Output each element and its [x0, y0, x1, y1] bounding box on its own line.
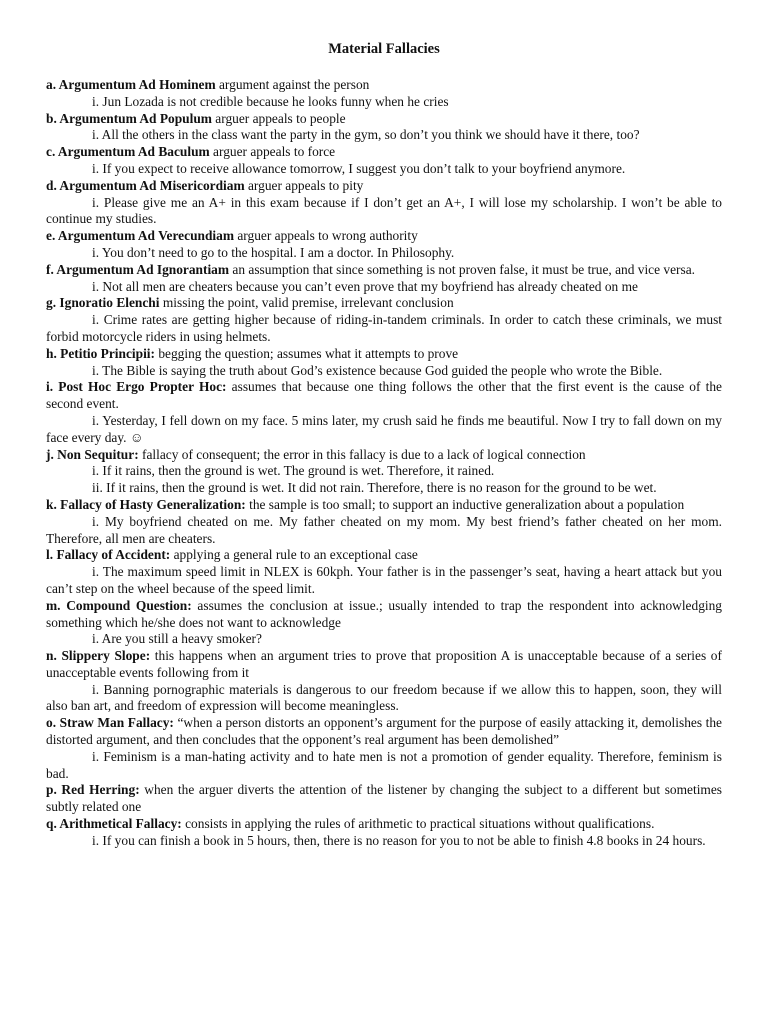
fallacy-definition: “when a person distorts an opponent’s argument for the purpose of easily attacking it, demolishes the distorted argument, and then concludes that the opponent’s real argument has been demolished” — [46, 715, 722, 748]
fallacy-entry — [46, 547, 722, 597]
fallacy-heading — [46, 346, 722, 363]
fallacy-entry — [46, 262, 722, 296]
fallacy-term — [46, 816, 182, 831]
fallacy-heading — [46, 77, 722, 94]
fallacy-term — [46, 648, 150, 663]
fallacy-definition: arguer appeals to people — [215, 110, 346, 126]
fallacy-letter: q. — [46, 816, 57, 832]
fallacy-definition: begging the question; assumes what it attempts to prove — [158, 345, 459, 361]
fallacy-entry — [46, 379, 722, 446]
fallacy-heading — [46, 715, 722, 749]
fallacy-name: Argumentum Ad Populum — [59, 110, 212, 126]
fallacy-term — [46, 782, 140, 797]
fallacy-term — [46, 598, 192, 613]
fallacy-definition: arguer appeals to force — [213, 144, 336, 160]
fallacy-entry — [46, 497, 722, 547]
fallacy-entry — [46, 346, 722, 380]
fallacy-example: i. Banning pornographic materials is dangerous to our freedom because if we allow this to happen, soon, they will also ban art, and freedom of expression will become meaningless. — [46, 681, 722, 714]
fallacy-letter: p. — [46, 782, 57, 798]
fallacy-letter: j. — [46, 446, 54, 462]
fallacy-letter: h. — [46, 345, 57, 361]
fallacy-letter: c. — [46, 144, 56, 160]
fallacy-definition: the sample is too small; to support an inductive generalization about a population — [249, 496, 685, 512]
fallacy-heading — [46, 295, 722, 312]
fallacy-letter: o. — [46, 715, 57, 731]
fallacy-heading — [46, 547, 722, 564]
fallacy-entry — [46, 447, 722, 497]
fallacy-example: ii. If it rains, then the ground is wet. It did not rain. Therefore, there is no reason for the ground to be wet. — [92, 480, 657, 496]
fallacy-entry — [46, 598, 722, 648]
fallacy-term — [46, 346, 155, 361]
fallacy-example: i. All the others in the class want the party in the gym, so don’t you think we should have it there, too? — [92, 127, 640, 143]
fallacy-entry — [46, 111, 722, 145]
fallacy-heading — [46, 816, 722, 833]
fallacy-letter: f. — [46, 261, 54, 277]
fallacy-example: i. Not all men are cheaters because you can’t even prove that my boyfriend has already cheated on me — [92, 278, 638, 294]
fallacy-letter: e. — [46, 228, 56, 244]
fallacy-term — [46, 497, 246, 512]
fallacy-entry — [46, 648, 722, 715]
fallacy-heading — [46, 262, 722, 279]
fallacy-name: Straw Man Fallacy: — [59, 715, 174, 731]
fallacy-letter: g. — [46, 295, 57, 311]
fallacy-name: Argumentum Ad Misericordiam — [59, 177, 245, 193]
fallacy-definition: arguer appeals to wrong authority — [237, 228, 418, 244]
fallacy-letter: l. — [46, 547, 54, 563]
fallacy-letter: a. — [46, 77, 57, 92]
fallacy-heading — [46, 379, 722, 413]
fallacy-term — [46, 77, 216, 92]
fallacy-name: Fallacy of Hasty Generalization: — [60, 496, 246, 512]
fallacy-example: i. My boyfriend cheated on me. My father cheated on my mom. My best friend’s father cheated on her mom. Therefore, all men are cheaters. — [46, 513, 722, 546]
fallacy-example: i. Feminism is a man-hating activity and to hate men is not a promotion of gender equality. Therefore, feminism is bad. — [46, 748, 722, 781]
fallacy-term — [46, 178, 245, 193]
fallacy-entry — [46, 782, 722, 816]
fallacy-letter: k. — [46, 496, 57, 512]
fallacy-definition: arguer appeals to pity — [247, 177, 364, 193]
fallacy-heading — [46, 178, 722, 195]
fallacy-definition: when the arguer diverts the attention of the listener by changing the subject to a different but sometimes subtly related one — [46, 782, 722, 815]
fallacy-name: Slippery Slope: — [61, 648, 151, 664]
fallacy-entry — [46, 816, 722, 850]
fallacy-letter: n. — [46, 648, 57, 664]
fallacy-name: Post Hoc Ergo Propter Hoc: — [58, 379, 227, 395]
fallacy-term — [46, 111, 212, 126]
fallacy-entry — [46, 715, 722, 782]
fallacy-heading — [46, 598, 722, 632]
fallacy-entry — [46, 178, 722, 228]
fallacy-name: Argumentum Ad Baculum — [57, 144, 210, 160]
fallacy-name: Non Sequitur: — [57, 446, 139, 462]
fallacy-definition: assumes that because one thing follows the other that the first event is the cause of the second event. — [46, 379, 722, 412]
fallacy-heading — [46, 111, 722, 128]
fallacy-heading — [46, 782, 722, 816]
fallacy-example: i. Jun Lozada is not credible because he looks funny when he cries — [92, 93, 449, 109]
fallacy-definition: fallacy of consequent; the error in this fallacy is due to a lack of logical connection — [142, 446, 586, 462]
fallacy-definition: consists in applying the rules of arithmetic to practical situations without qualifications. — [185, 816, 655, 832]
fallacy-term — [46, 715, 174, 730]
fallacy-name: Ignoratio Elenchi — [59, 295, 160, 311]
fallacy-example: i. You don’t need to go to the hospital. I am a doctor. In Philosophy. — [92, 244, 455, 260]
fallacy-name: Argumentum Ad Ignorantiam — [56, 261, 230, 277]
fallacy-definition: assumes the conclusion at issue.; usually intended to trap the respondent into acknowledging something which he/she does not want to acknowledge — [46, 597, 723, 630]
fallacy-name: Petitio Principii: — [60, 345, 155, 361]
fallacy-letter: i. — [46, 379, 54, 395]
fallacy-letter: m. — [46, 597, 61, 613]
page-title: Material Fallacies — [328, 41, 440, 57]
fallacy-example: i. Are you still a heavy smoker? — [92, 631, 262, 647]
fallacy-term — [46, 547, 170, 562]
fallacy-heading — [46, 497, 722, 514]
fallacy-term — [46, 144, 210, 159]
fallacy-name: Argumentum Ad Verecundiam — [57, 228, 234, 244]
fallacy-entry — [46, 295, 722, 345]
fallacy-term — [46, 447, 139, 462]
fallacy-term — [46, 228, 234, 243]
fallacy-heading — [46, 648, 722, 682]
fallacy-example: i. The Bible is saying the truth about God’s existence because God guided the people who wrote the Bible. — [92, 362, 663, 378]
fallacy-example: i. Yesterday, I fell down on my face. 5 mins later, my crush said he finds me beautiful. Now I try to fall down on my face every day. ☺ — [46, 412, 722, 445]
fallacy-term — [46, 295, 159, 310]
fallacy-name: Red Herring: — [61, 782, 140, 798]
fallacy-definition: this happens when an argument tries to prove that proposition A is unacceptable because of a series of unacceptable events following from it — [46, 648, 722, 680]
fallacy-term — [46, 262, 229, 277]
fallacy-definition: argument against the person — [218, 77, 370, 92]
fallacy-entry — [46, 228, 722, 262]
fallacy-name: Arithmetical Fallacy: — [59, 816, 182, 832]
fallacy-letter: d. — [46, 177, 57, 193]
fallacy-heading — [46, 447, 722, 464]
fallacy-definition: missing the point, valid premise, irrelevant conclusion — [162, 295, 454, 311]
fallacy-letter: b. — [46, 110, 57, 126]
fallacy-entry — [46, 144, 722, 178]
fallacy-example: i. If it rains, then the ground is wet. The ground is wet. Therefore, it rained. — [92, 463, 495, 479]
fallacy-definition: applying a general rule to an exceptional case — [173, 547, 418, 563]
fallacy-definition: an assumption that since something is not proven false, it must be true, and vice versa. — [232, 261, 696, 277]
fallacy-example: i. Crime rates are getting higher because of riding-in-tandem criminals. In order to catch these criminals, we must forbid motorcycle riders in using helmets. — [46, 312, 722, 344]
fallacy-entry — [46, 77, 722, 111]
fallacy-example: i. The maximum speed limit in NLEX is 60kph. Your father is in the passenger’s seat, having a heart attack but you can’t step on the wheel because of the speed limit. — [46, 564, 722, 596]
fallacy-name: Compound Question: — [66, 597, 192, 613]
fallacy-term — [46, 379, 226, 394]
fallacy-heading — [46, 144, 722, 161]
fallacy-name: Argumentum Ad Hominem — [58, 77, 216, 92]
fallacy-example: i. Please give me an A+ in this exam because if I don’t get an A+, I will lose my scholarship. I won’t be able to continue my studies. — [46, 194, 722, 227]
fallacy-heading — [46, 228, 722, 245]
fallacy-example: i. If you can finish a book in 5 hours, then, there is no reason for you to not be able to finish 4.8 books in 24 hours. — [92, 832, 706, 848]
fallacy-name: Fallacy of Accident: — [56, 547, 171, 563]
fallacy-list — [46, 77, 722, 850]
fallacy-example: i. If you expect to receive allowance tomorrow, I suggest you don’t talk to your boyfriend anymore. — [92, 160, 626, 176]
